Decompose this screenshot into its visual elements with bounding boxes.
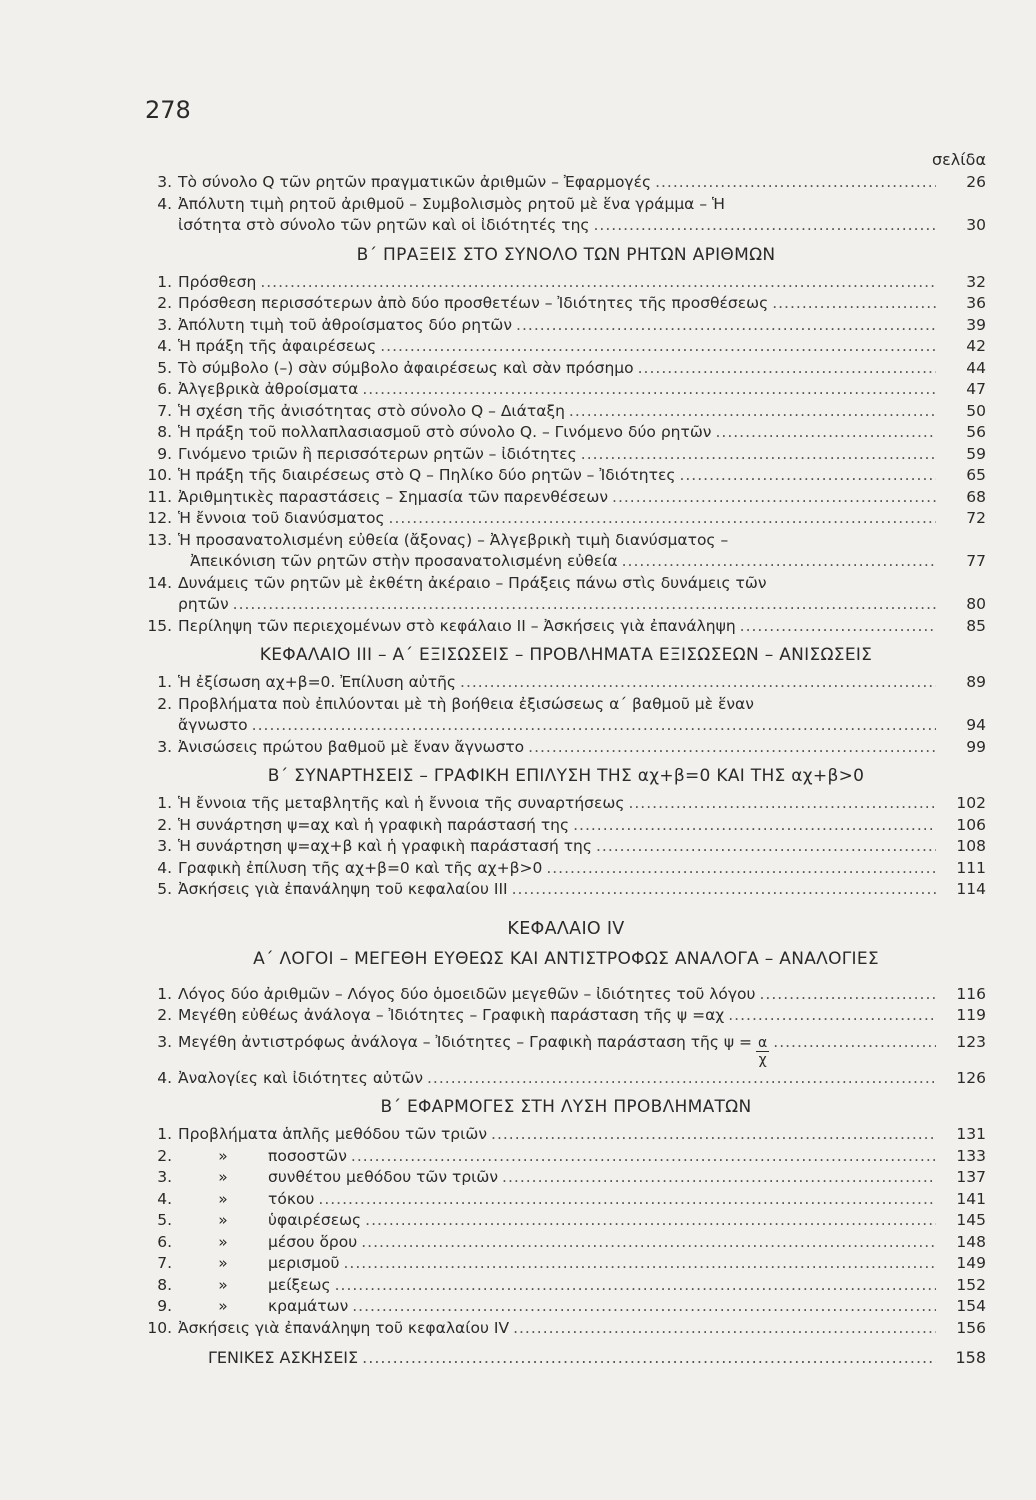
toc-entry: 3. Ἡ συνάρτηση ψ=αχ+β καὶ ἡ γραφικὴ παράστασή της ..... 108: [146, 836, 986, 858]
toc-entry: 1. Ἡ ἐξίσωση αχ+β=0. Ἐπίλυση αὐτῆς ..... 89: [146, 672, 986, 694]
toc-entry: 3. » συνθέτου μεθόδου τῶν τριῶν ..... 137: [146, 1167, 986, 1189]
ditto-mark: »: [218, 1232, 228, 1251]
toc-entry: 5. » ὑφαιρέσεως ..... 145: [146, 1210, 986, 1232]
toc-entry: 2. Ἡ συνάρτηση ψ=αχ καὶ ἡ γραφικὴ παράστασή της ..... 106: [146, 815, 986, 837]
ditto-mark: »: [218, 1211, 228, 1229]
toc-entry: 3. Τὸ σύνολο Q τῶν ρητῶν πραγματικῶν ἀριθμῶν – Ἐφαρμογές ..... 26: [146, 172, 986, 194]
toc-entry: 4. Γραφικὴ ἐπίλυση τῆς αχ+β=0 καὶ τῆς αχ+β>0 ..... 111: [146, 858, 986, 880]
fraction: $\frac{\alpha}{\chi}$: [758, 1034, 768, 1068]
toc-entry: 5. Ἀσκήσεις γιὰ ἐπανάληψη τοῦ κεφαλαίου III ..... 114: [146, 879, 986, 901]
toc-entry: 9. » κραμάτων ..... 154: [146, 1296, 986, 1318]
toc-entry-general: ΓΕΝΙΚΕΣ ΑΣΚΗΣΕΙΣ ..... 158: [146, 1347, 986, 1369]
toc-entry: 2. » ποσοστῶν ..... 133: [146, 1146, 986, 1168]
toc-entry: 2. Προβλήματα ποὺ ἐπιλύονται μὲ τὴ βοήθεια ἐξισώσεως α΄ βαθμοῦ μὲ ἕναν: [157, 694, 754, 713]
toc-entry: 12. Ἡ ἔννοια τοῦ διανύσματος ..... 72: [146, 508, 986, 530]
toc-entry: 7. » μερισμοῦ ..... 149: [146, 1253, 986, 1275]
toc-entry: 4. Ἡ πράξη τῆς ἀφαιρέσεως ..... 42: [146, 336, 986, 358]
toc-entry: 14. Δυνάμεις τῶν ρητῶν μὲ ἐκθέτη ἀκέραιο – Πράξεις πάνω στὶς δυνάμεις τῶν: [147, 573, 767, 592]
page-ref: 30: [966, 216, 986, 234]
toc-entry: 8. Ἡ πράξη τοῦ πολλαπλασιασμοῦ στὸ σύνολο Q. – Γινόμενο δύο ρητῶν ..... 56: [146, 422, 986, 444]
page-number: 278: [145, 96, 191, 124]
page-column-label: σελίδα: [932, 150, 987, 169]
toc-entry: 11. Ἀριθμητικὲς παραστάσεις – Σημασία τῶν παρενθέσεων ..... 68: [146, 487, 986, 509]
toc-entry: 1. Προβλήματα ἁπλῆς μεθόδου τῶν τριῶν ..... 131: [146, 1124, 986, 1146]
section-heading: Β΄ ΣΥΝΑΡΤΗΣΕΙΣ – ΓΡΑΦΙΚΗ ΕΠΙΛΥΣΗ ΤΗΣ αχ+β=0 ΚΑΙ ΤΗΣ αχ+β>0: [267, 766, 865, 786]
ditto-mark: »: [218, 1146, 228, 1165]
toc-entry-continuation: ἰσότητα στὸ σύνολο τῶν ρητῶν καὶ οἱ ἰδιότητές της ..... 30: [146, 215, 986, 237]
toc-entry: 1. Πρόσθεση ..... 32: [146, 272, 986, 294]
toc-entry: 4. Ἀναλογίες καὶ ἰδιότητες αὐτῶν ..... 126: [146, 1068, 986, 1090]
toc-entry: 10. Ἀσκήσεις γιὰ ἐπανάληψη τοῦ κεφαλαίου IV ..... 156: [146, 1318, 986, 1340]
toc-entry: 7. Ἡ σχέση τῆς ἀνισότητας στὸ σύνολο Q – Διάταξη ..... 50: [146, 401, 986, 423]
toc-entry: 3. Μεγέθη ἀντιστρόφως ἀνάλογα – Ἰδιότητες – Γραφικὴ παράσταση τῆς ψ = $\frac{\alpha}{\chi}$ ..... 123: [146, 1027, 986, 1068]
toc-entry: 5. Τὸ σύμβολο (–) σὰν σύμβολο ἀφαιρέσεως καὶ σὰν πρόσημο ..... 44: [146, 358, 986, 380]
toc-entry: 2. Πρόσθεση περισσότερων ἀπὸ δύο προσθετέων – Ἰδιότητες τῆς προσθέσεως ..... 36: [146, 293, 986, 315]
toc-entry: 3. Ἀνισώσεις πρώτου βαθμοῦ μὲ ἕναν ἄγνωστο ..... 99: [146, 737, 986, 759]
ditto-mark: »: [218, 1168, 228, 1186]
toc-entry: 4. » τόκου ..... 141: [146, 1189, 986, 1211]
toc-entry: 10. Ἡ πράξη τῆς διαιρέσεως στὸ Q – Πηλίκο δύο ρητῶν – Ἰδιότητες ..... 65: [146, 465, 986, 487]
ditto-mark: »: [218, 1254, 228, 1272]
toc-entry: 3. Ἀπόλυτη τιμὴ τοῦ ἀθροίσματος δύο ρητῶν ..... 39: [146, 315, 986, 337]
toc-entry: 2. Μεγέθη εὐθέως ἀνάλογα – Ἰδιότητες – Γραφικὴ παράσταση τῆς ψ =αχ ..... 119: [146, 1005, 986, 1027]
toc-entry: 9. Γινόμενο τριῶν ἢ περισσότερων ρητῶν – ἰδιότητες ..... 59: [146, 444, 986, 466]
section-heading: Β΄ ΕΦΑΡΜΟΓΕΣ ΣΤΗ ΛΥΣΗ ΠΡΟΒΛΗΜΑΤΩΝ: [380, 1097, 752, 1117]
toc-entry-continuation: ρητῶν ..... 80: [146, 594, 986, 616]
ditto-mark: »: [218, 1275, 228, 1294]
ditto-mark: »: [218, 1297, 228, 1315]
toc-entry: 13. Ἡ προσανατολισμένη εὐθεία (ἄξονας) – Ἀλγεβρικὴ τιμὴ διανύσματος –: [147, 530, 729, 549]
table-of-contents: [146, 172, 986, 1369]
toc-entry: 4. Ἀπόλυτη τιμὴ ρητοῦ ἀριθμοῦ – Συμβολισμὸς ρητοῦ μὲ ἕνα γράμμα – Ἡ: [157, 194, 725, 213]
toc-entry: 1. Λόγος δύο ἀριθμῶν – Λόγος δύο ὁμοειδῶν μεγεθῶν – ἰδιότητες τοῦ λόγου ..... 116: [146, 984, 986, 1006]
section-heading: ΚΕΦΑΛΑΙΟ III – Α΄ ΕΞΙΣΩΣΕΙΣ – ΠΡΟΒΛΗΜΑΤΑ ΕΞΙΣΩΣΕΩΝ – ΑΝΙΣΩΣΕΙΣ: [259, 645, 873, 665]
toc-entry: 1. Ἡ ἔννοια τῆς μεταβλητῆς καὶ ἡ ἔννοια τῆς συναρτήσεως ..... 102: [146, 793, 986, 815]
ditto-mark: »: [218, 1189, 228, 1208]
page-ref: 26: [966, 173, 986, 191]
chapter-heading: ΚΕΦΑΛΑΙΟ IV: [507, 918, 625, 939]
toc-entry-continuation: ἄγνωστο ..... 94: [146, 715, 986, 737]
toc-entry: 8. » μείξεως ..... 152: [146, 1275, 986, 1297]
toc-entry: 15. Περίληψη τῶν περιεχομένων στὸ κεφάλαιο II – Ἀσκήσεις γιὰ ἐπανάληψη ..... 85: [146, 616, 986, 638]
section-heading: Α΄ ΛΟΓΟΙ – ΜΕΓΕΘΗ ΕΥΘΕΩΣ ΚΑΙ ΑΝΤΙΣΤΡΟΦΩΣ ΑΝΑΛΟΓΑ – ΑΝΑΛΟΓΙΕΣ: [253, 948, 879, 969]
toc-entry: 6. » μέσου ὅρου ..... 148: [146, 1232, 986, 1254]
toc-entry: 6. Ἀλγεβρικὰ ἀθροίσματα ..... 47: [146, 379, 986, 401]
toc-entry-continuation: Ἀπεικόνιση τῶν ρητῶν στὴν προσανατολισμένη εὐθεία ..... 77: [146, 551, 986, 573]
section-heading: Β΄ ΠΡΑΞΕΙΣ ΣΤΟ ΣΥΝΟΛΟ ΤΩΝ ΡΗΤΩΝ ΑΡΙΘΜΩΝ: [356, 244, 776, 265]
